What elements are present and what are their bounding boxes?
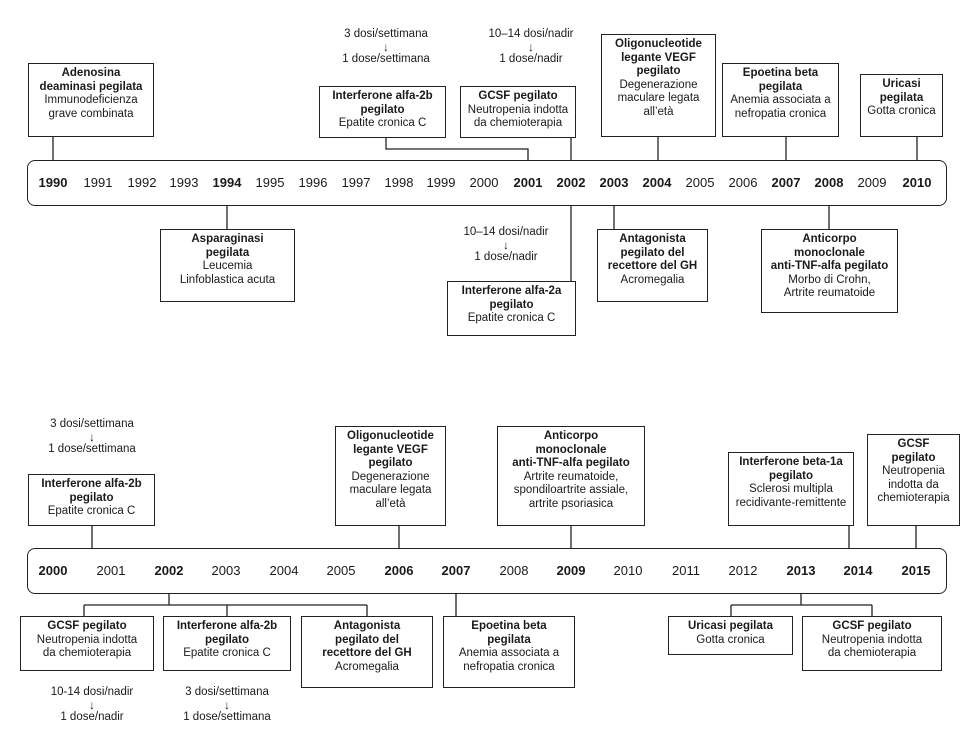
indication: da chemioterapia xyxy=(827,647,917,659)
year-label: 2004 xyxy=(269,563,299,578)
year-label: 2006 xyxy=(728,175,758,190)
drug-name: pegilato del xyxy=(335,633,399,646)
drug-name: pegilato xyxy=(368,457,413,469)
year-label: 2003 xyxy=(211,563,241,578)
drug-name: Interferone alfa-2a xyxy=(461,285,562,297)
year-label: 2000 xyxy=(469,175,499,190)
drug-name: pegilato xyxy=(891,451,936,464)
dose-reduction-note xyxy=(441,226,571,264)
year-label: 1998 xyxy=(384,175,414,190)
drug-name: Oligonucleotide xyxy=(615,38,702,50)
indication: Gotta cronica xyxy=(696,633,765,646)
drug-name: Antagonista xyxy=(619,233,686,245)
indication: Leucemia xyxy=(202,260,253,272)
year-label: 2010 xyxy=(613,563,643,578)
year-label: 2013 xyxy=(786,563,816,578)
indication: grave combinata xyxy=(48,107,134,120)
indication: maculare legata xyxy=(617,92,700,104)
year-label: 2015 xyxy=(901,563,931,578)
indication: indotta da xyxy=(888,478,939,491)
dose-before: 3 dosi/settimana xyxy=(185,686,269,698)
indication: Linfoblastica acuta xyxy=(179,273,276,286)
year-label: 2000 xyxy=(38,563,68,578)
dose-reduction-note xyxy=(162,686,292,724)
dose-after: 1 dose/nadir xyxy=(60,711,124,723)
drug-name: Anticorpo xyxy=(543,430,599,442)
indication: Degenerazione xyxy=(619,78,698,91)
drug-box xyxy=(20,616,154,671)
drug-name: Anticorpo xyxy=(802,233,857,245)
drug-box xyxy=(761,229,898,313)
year-label: 1992 xyxy=(127,175,157,190)
year-label: 1995 xyxy=(255,175,285,190)
year-label: 2004 xyxy=(642,175,672,190)
drug-box xyxy=(28,63,154,137)
year-label: 1999 xyxy=(426,175,456,190)
year-label: 1996 xyxy=(298,175,328,190)
down-arrow-icon: ↓ xyxy=(383,40,389,54)
drug-name: Antagonista xyxy=(333,620,401,632)
drug-box xyxy=(802,616,942,671)
drug-name: Interferone alfa-2b xyxy=(41,478,142,490)
down-arrow-icon: ↓ xyxy=(503,238,509,252)
year-label: 1991 xyxy=(83,175,113,190)
year-label: 2007 xyxy=(441,563,471,578)
drug-box xyxy=(160,229,295,302)
year-label: 2008 xyxy=(499,563,529,578)
drug-name: GCSF pegilato xyxy=(832,620,912,632)
drug-name: Oligonucleotide xyxy=(347,430,434,442)
year-label: 2014 xyxy=(843,563,873,578)
drug-name: pegilata xyxy=(205,246,250,259)
indication: chemioterapia xyxy=(877,492,950,504)
dose-after: 1 dose/settimana xyxy=(183,711,271,723)
year-label: 2002 xyxy=(154,563,184,578)
year-label: 2010 xyxy=(902,175,932,190)
indication: Immunodeficienza xyxy=(44,94,138,106)
drug-box xyxy=(728,452,854,526)
drug-name: legante VEGF xyxy=(353,443,428,456)
indication: Epatite cronica C xyxy=(338,117,427,129)
drug-name: pegilato del xyxy=(620,246,685,259)
drug-box xyxy=(319,86,446,138)
dose-after: 1 dose/settimana xyxy=(342,53,430,65)
year-label: 2006 xyxy=(384,563,414,578)
dose-before: 10–14 dosi/nadir xyxy=(488,28,574,40)
drug-name: deaminasi pegilata xyxy=(39,80,143,93)
indication: da chemioterapia xyxy=(473,117,563,129)
year-label: 2005 xyxy=(326,563,356,578)
drug-box xyxy=(28,474,155,526)
dose-before: 10–14 dosi/nadir xyxy=(463,226,549,238)
drug-name: Uricasi pegilata xyxy=(687,620,773,632)
indication: Epatite cronica C xyxy=(183,647,271,659)
drug-box xyxy=(722,63,839,137)
drug-name: pegilata xyxy=(758,80,803,93)
drug-name: Uricasi xyxy=(882,78,921,90)
drug-name: GCSF xyxy=(897,438,930,450)
drug-name: Adenosina xyxy=(61,67,121,79)
down-arrow-icon: ↓ xyxy=(528,40,534,54)
indication: Acromegalia xyxy=(620,273,685,286)
drug-name: Epoetina beta xyxy=(742,67,819,79)
dose-after: 1 dose/nadir xyxy=(499,53,563,65)
drug-name: pegilata xyxy=(879,91,924,104)
year-label: 1997 xyxy=(341,175,371,190)
down-arrow-icon: ↓ xyxy=(224,698,230,712)
indication: Epatite cronica C xyxy=(47,505,136,517)
drug-name: pegilata xyxy=(487,633,531,646)
indication: all’età xyxy=(375,497,406,510)
indication: Anemia associata a xyxy=(458,647,560,659)
dose-before: 3 dosi/settimana xyxy=(344,28,428,40)
year-label: 2008 xyxy=(814,175,844,190)
year-label: 2001 xyxy=(513,175,543,190)
drug-name: monoclonale xyxy=(794,246,865,259)
drug-box xyxy=(497,426,645,526)
drug-name: Interferone alfa-2b xyxy=(332,90,433,102)
year-label: 2009 xyxy=(556,563,586,578)
indication: Neutropenia xyxy=(882,465,945,477)
year-label: 2002 xyxy=(556,175,586,190)
drug-name: pegilato xyxy=(768,469,814,482)
drug-name: Epoetina beta xyxy=(471,620,547,632)
year-label: 2007 xyxy=(771,175,801,190)
indication: artrite psoriasica xyxy=(528,497,614,510)
drug-box xyxy=(460,86,576,138)
drug-box xyxy=(867,434,960,526)
drug-name: pegilato xyxy=(204,633,250,646)
dose-reduction-note xyxy=(466,28,596,66)
indication: nefropatia cronica xyxy=(463,660,555,673)
year-label: 2012 xyxy=(728,563,758,578)
dose-reduction-note xyxy=(27,686,157,724)
drug-name: pegilato xyxy=(489,298,534,311)
dose-after: 1 dose/nadir xyxy=(474,251,538,263)
drug-name: Asparaginasi xyxy=(191,233,264,245)
dose-reduction-note xyxy=(321,28,451,66)
drug-name: GCSF pegilato xyxy=(478,90,558,102)
year-label: 1994 xyxy=(212,175,242,190)
year-label: 2005 xyxy=(685,175,715,190)
indication: Neutropenia indotta xyxy=(467,103,569,116)
indication: recidivante-remittente xyxy=(735,496,847,509)
indication: Epatite cronica C xyxy=(467,312,556,324)
indication: Degenerazione xyxy=(351,470,430,483)
drug-box xyxy=(301,616,433,688)
indication: nefropatia cronica xyxy=(734,107,827,120)
year-label: 1993 xyxy=(169,175,199,190)
drug-box xyxy=(447,281,576,336)
drug-name: anti-TNF-alfa pegilato xyxy=(770,260,889,272)
drug-name: pegilato xyxy=(636,65,681,77)
drug-name: pegilato xyxy=(360,103,405,116)
dose-before: 10-14 dosi/nadir xyxy=(50,686,134,698)
indication: da chemioterapia xyxy=(42,647,132,659)
indication: Sclerosi multipla xyxy=(749,483,833,495)
drug-name: Interferone beta-1a xyxy=(739,456,843,468)
drug-name: recettore del GH xyxy=(322,647,412,659)
indication: Neutropenia indotta xyxy=(36,633,138,646)
year-label: 1990 xyxy=(38,175,68,190)
indication: Artrite reumatoide xyxy=(783,287,876,299)
indication: maculare legata xyxy=(349,484,432,496)
drug-name: monoclonale xyxy=(535,443,607,456)
year-label: 2001 xyxy=(96,563,126,578)
drug-name: legante VEGF xyxy=(621,51,696,64)
dose-after: 1 dose/settimana xyxy=(48,443,136,455)
indication: Neutropenia indotta xyxy=(821,633,923,646)
year-label: 2009 xyxy=(857,175,887,190)
drug-name: pegilato xyxy=(69,491,114,504)
indication: Morbo di Crohn, xyxy=(788,273,871,286)
connector-line xyxy=(386,138,528,160)
down-arrow-icon: ↓ xyxy=(89,698,95,712)
year-label: 2003 xyxy=(599,175,629,190)
indication: spondiloartrite assiale, xyxy=(513,484,629,496)
drug-name: Interferone alfa-2b xyxy=(176,620,278,632)
indication: Gotta cronica xyxy=(867,105,936,117)
drug-box xyxy=(443,616,575,688)
drug-name: GCSF pegilato xyxy=(47,620,127,632)
drug-box xyxy=(597,229,708,302)
drug-name: anti-TNF-alfa pegilato xyxy=(512,457,630,469)
drug-box xyxy=(335,426,446,526)
indication: Anemia associata a xyxy=(730,94,831,106)
drug-box xyxy=(601,34,716,137)
indication: Acromegalia xyxy=(335,660,399,673)
drug-box xyxy=(860,74,943,137)
indication: Artrite reumatoide, xyxy=(523,470,619,483)
drug-name: recettore del GH xyxy=(607,260,698,272)
indication: all’età xyxy=(643,105,674,118)
drug-box xyxy=(163,616,291,671)
drug-box xyxy=(668,616,793,655)
dose-before: 3 dosi/settimana xyxy=(50,418,134,430)
dose-reduction-note xyxy=(27,418,157,456)
year-label: 2011 xyxy=(672,563,700,578)
down-arrow-icon: ↓ xyxy=(89,430,95,444)
